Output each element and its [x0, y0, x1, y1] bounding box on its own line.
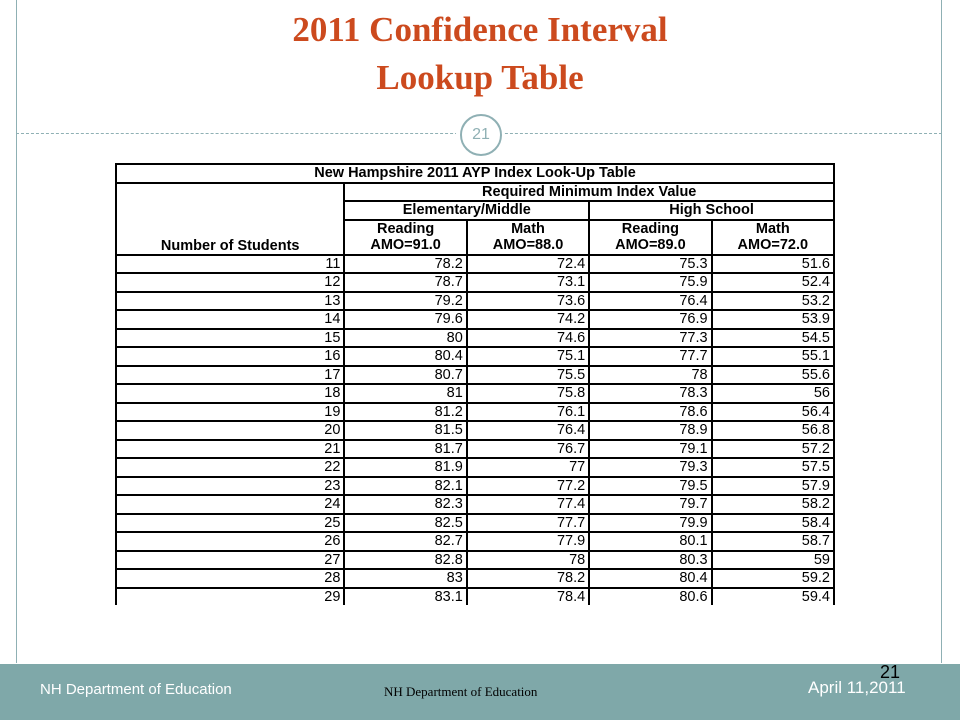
cell-students: 17: [116, 366, 344, 385]
cell-elem-reading: 81.7: [344, 440, 466, 459]
table-row: [116, 477, 834, 496]
cell-elem-math: 77.2: [467, 477, 589, 496]
cell-students: 28: [116, 569, 344, 588]
cell-hs-reading: 80.3: [589, 551, 711, 570]
cell-hs-reading: 75.3: [589, 255, 711, 274]
cell-hs-math: 59.2: [712, 569, 834, 588]
cell-students: 27: [116, 551, 344, 570]
table-row: [116, 495, 834, 514]
amo-elem-math: AMO=88.0: [467, 237, 589, 255]
table-row: [116, 310, 834, 329]
cell-hs-reading: 77.7: [589, 347, 711, 366]
cell-hs-reading: 78.9: [589, 421, 711, 440]
cell-hs-math: 51.6: [712, 255, 834, 274]
cell-elem-reading: 82.7: [344, 532, 466, 551]
cell-hs-reading: 75.9: [589, 273, 711, 292]
lookup-table: [115, 163, 835, 605]
table-row: [116, 421, 834, 440]
cell-elem-reading: 82.8: [344, 551, 466, 570]
cell-students: 24: [116, 495, 344, 514]
cell-students: 13: [116, 292, 344, 311]
cell-hs-math: 57.5: [712, 458, 834, 477]
cell-elem-reading: 79.2: [344, 292, 466, 311]
cell-students: 29: [116, 588, 344, 606]
cell-students: 21: [116, 440, 344, 459]
table-row: [116, 569, 834, 588]
cell-hs-reading: 77.3: [589, 329, 711, 348]
cell-hs-math: 59: [712, 551, 834, 570]
cell-elem-reading: 82.1: [344, 477, 466, 496]
cell-elem-math: 78.2: [467, 569, 589, 588]
cell-students: 23: [116, 477, 344, 496]
table-row: [116, 384, 834, 403]
cell-elem-math: 74.2: [467, 310, 589, 329]
cell-elem-math: 77.4: [467, 495, 589, 514]
footer-organization-center: NH Department of Education: [384, 684, 538, 699]
amo-hs-math: AMO=72.0: [712, 237, 834, 255]
table-row: [116, 347, 834, 366]
cell-elem-math: 78.4: [467, 588, 589, 606]
amo-hs-reading: AMO=89.0: [589, 237, 711, 255]
cell-elem-math: 77.9: [467, 532, 589, 551]
cell-hs-reading: 76.9: [589, 310, 711, 329]
group-header-elementary-middle: Elementary/Middle: [344, 201, 589, 220]
cell-hs-reading: 79.9: [589, 514, 711, 533]
cell-hs-math: 58.2: [712, 495, 834, 514]
cell-hs-reading: 80.4: [589, 569, 711, 588]
group-header-high-school: High School: [589, 201, 834, 220]
cell-hs-reading: 78.6: [589, 403, 711, 422]
cell-students: 26: [116, 532, 344, 551]
cell-hs-math: 56: [712, 384, 834, 403]
slide-title-line-2: Lookup Table: [376, 58, 584, 97]
cell-elem-reading: 82.5: [344, 514, 466, 533]
cell-hs-reading: 79.1: [589, 440, 711, 459]
cell-elem-reading: 78.7: [344, 273, 466, 292]
cell-elem-math: 72.4: [467, 255, 589, 274]
column-header-hs-math: Math: [712, 220, 834, 238]
cell-hs-reading: 76.4: [589, 292, 711, 311]
cell-elem-reading: 80.7: [344, 366, 466, 385]
column-header-number-of-students: Number of Students: [116, 183, 344, 255]
cell-hs-reading: 80.1: [589, 532, 711, 551]
cell-hs-reading: 79.5: [589, 477, 711, 496]
cell-hs-math: 57.2: [712, 440, 834, 459]
table-row: [116, 255, 834, 274]
cell-hs-math: 52.4: [712, 273, 834, 292]
cell-elem-math: 76.1: [467, 403, 589, 422]
cell-hs-math: 59.4: [712, 588, 834, 606]
cell-elem-math: 76.7: [467, 440, 589, 459]
cell-hs-reading: 78.3: [589, 384, 711, 403]
table-row: [116, 403, 834, 422]
cell-elem-math: 77.7: [467, 514, 589, 533]
cell-elem-math: 76.4: [467, 421, 589, 440]
cell-hs-math: 57.9: [712, 477, 834, 496]
cell-elem-reading: 81.5: [344, 421, 466, 440]
cell-hs-reading: 79.7: [589, 495, 711, 514]
cell-students: 20: [116, 421, 344, 440]
cell-elem-math: 73.1: [467, 273, 589, 292]
table-row: [116, 532, 834, 551]
table-row: [116, 551, 834, 570]
cell-hs-math: 58.4: [712, 514, 834, 533]
table-row: [116, 458, 834, 477]
cell-hs-math: 58.7: [712, 532, 834, 551]
cell-elem-math: 75.5: [467, 366, 589, 385]
amo-elem-reading: AMO=91.0: [344, 237, 466, 255]
table-row: [116, 440, 834, 459]
cell-students: 19: [116, 403, 344, 422]
table-subtitle: Required Minimum Index Value: [344, 183, 834, 202]
table-title: New Hampshire 2011 AYP Index Look-Up Table: [116, 164, 834, 183]
table-row: [116, 329, 834, 348]
cell-students: 14: [116, 310, 344, 329]
cell-students: 16: [116, 347, 344, 366]
table-row: [116, 292, 834, 311]
cell-elem-reading: 78.2: [344, 255, 466, 274]
slide-number-badge-label: 21: [460, 114, 502, 156]
table-row: [116, 273, 834, 292]
table-row: [116, 514, 834, 533]
cell-elem-reading: 83: [344, 569, 466, 588]
slide-title-line-1: 2011 Confidence Interval: [292, 10, 668, 49]
footer-organization: NH Department of Education: [40, 681, 232, 698]
cell-elem-math: 75.1: [467, 347, 589, 366]
cell-students: 15: [116, 329, 344, 348]
cell-hs-math: 55.6: [712, 366, 834, 385]
cell-hs-reading: 80.6: [589, 588, 711, 606]
cell-elem-reading: 80: [344, 329, 466, 348]
cell-elem-reading: 81.9: [344, 458, 466, 477]
column-header-hs-reading: Reading: [589, 220, 711, 238]
cell-hs-math: 53.9: [712, 310, 834, 329]
cell-hs-reading: 79.3: [589, 458, 711, 477]
cell-students: 18: [116, 384, 344, 403]
cell-elem-math: 74.6: [467, 329, 589, 348]
cell-elem-reading: 81: [344, 384, 466, 403]
cell-students: 11: [116, 255, 344, 274]
cell-students: 12: [116, 273, 344, 292]
page-number: 21: [880, 662, 901, 682]
slide-number-badge: [456, 110, 504, 158]
cell-hs-math: 56.8: [712, 421, 834, 440]
cell-elem-reading: 81.2: [344, 403, 466, 422]
cell-elem-math: 78: [467, 551, 589, 570]
table-row: [116, 588, 834, 606]
cell-elem-math: 75.8: [467, 384, 589, 403]
cell-students: 25: [116, 514, 344, 533]
footer-date: April 11,2011: [808, 678, 906, 697]
cell-elem-reading: 80.4: [344, 347, 466, 366]
column-header-elem-reading: Reading: [344, 220, 466, 238]
cell-hs-math: 53.2: [712, 292, 834, 311]
cell-elem-math: 73.6: [467, 292, 589, 311]
cell-hs-math: 56.4: [712, 403, 834, 422]
cell-elem-reading: 83.1: [344, 588, 466, 606]
column-header-elem-math: Math: [467, 220, 589, 238]
cell-hs-math: 54.5: [712, 329, 834, 348]
cell-hs-reading: 78: [589, 366, 711, 385]
cell-students: 22: [116, 458, 344, 477]
cell-elem-math: 77: [467, 458, 589, 477]
cell-elem-reading: 82.3: [344, 495, 466, 514]
footer-bar: [0, 664, 960, 720]
cell-hs-math: 55.1: [712, 347, 834, 366]
table-row: [116, 366, 834, 385]
cell-elem-reading: 79.6: [344, 310, 466, 329]
